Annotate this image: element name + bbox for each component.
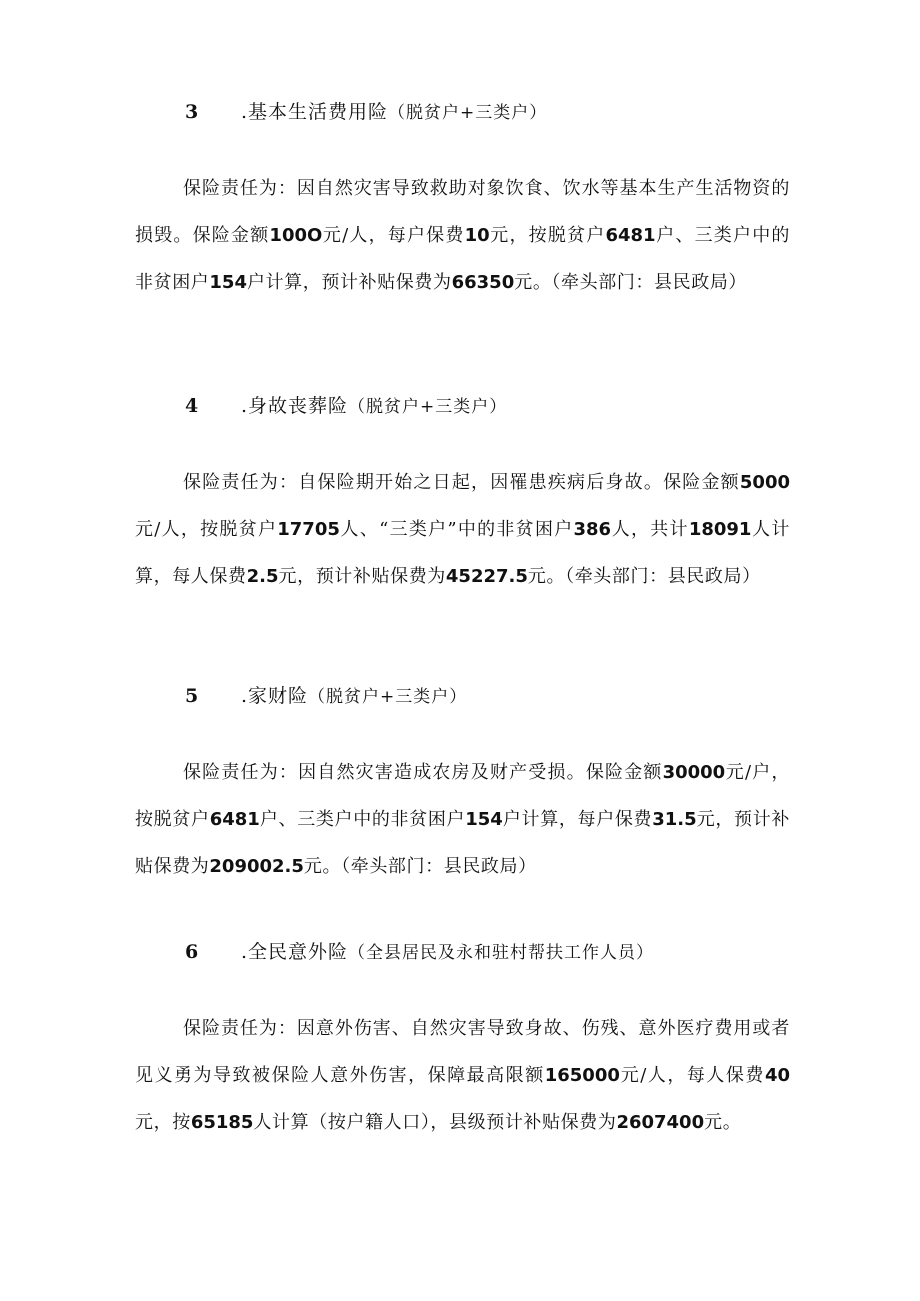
amount-value: 386 <box>573 519 612 540</box>
amount-value: 2607400 <box>616 1112 705 1133</box>
amount-value: 165000 <box>544 1065 620 1086</box>
body-text-run: 元。（牵头部门：县民政局） <box>303 856 537 877</box>
section-subtitle: （脱贫户+三类户） <box>348 397 508 417</box>
amount-value: 5000 <box>739 472 790 493</box>
section-heading <box>135 682 790 711</box>
body-text-run: 人，共计 <box>611 519 689 540</box>
section-number: 6 <box>185 941 200 963</box>
section-number: 4 <box>185 395 200 417</box>
section-body <box>135 1005 790 1146</box>
amount-value: 45227.5 <box>445 566 528 587</box>
body-text-run: 元，预计补贴保费为 <box>278 566 446 587</box>
amount-value: 17705 <box>277 519 340 540</box>
section-number: 3 <box>185 101 200 123</box>
section-number: 5 <box>185 685 200 707</box>
section-heading <box>135 392 790 421</box>
section-body <box>135 165 790 306</box>
amount-value: 40 <box>764 1065 790 1086</box>
section-title: .家财险 <box>241 685 309 707</box>
section-subtitle: （全县居民及永和驻村帮扶工作人员） <box>348 943 655 963</box>
amount-value: 31.5 <box>652 809 697 830</box>
section-heading <box>135 938 790 967</box>
amount-value: 209002.5 <box>209 856 304 877</box>
section-body <box>135 459 790 600</box>
amount-value: 30000 <box>662 762 726 783</box>
section-body <box>135 749 790 890</box>
body-text-run: 元。（牵头部门：县民政局） <box>514 272 748 293</box>
body-text-run: 人计算，每人保费 <box>135 519 790 587</box>
body-text-run: 人、“三类户”中的非贫困户 <box>339 519 574 540</box>
section-subtitle: （脱贫户+三类户） <box>388 103 548 123</box>
body-text-run: 元，按脱贫户 <box>489 225 606 246</box>
body-text-run: 保险责任为：因意外伤害、自然灾害导致身故、伤残、意外医疗费用或者见义勇为导致被保险人意外伤害，保障最高限额 <box>135 1018 790 1086</box>
body-text-run: 元，预计补贴保费为 <box>135 809 790 877</box>
amount-value: 66350 <box>451 272 515 293</box>
amount-value: 10 <box>464 225 490 246</box>
section-title: .基本生活费用险 <box>241 101 389 123</box>
body-text-run: 保险责任为：因自然灾害导致救助对象饮食、饮水等基本生产生活物资的损毁。保险金额 <box>135 178 790 246</box>
amount-value: 18091 <box>688 519 752 540</box>
body-text-run: 元/人，每户保费 <box>322 225 465 246</box>
body-text-run: 户计算，每户保费 <box>502 809 653 830</box>
section-4 <box>135 392 790 600</box>
amount-value: 6481 <box>605 225 656 246</box>
section-title: .全民意外险 <box>241 941 349 963</box>
body-text-run: 户、三类户中的非贫困户 <box>135 225 791 293</box>
amount-value: 65185 <box>190 1112 254 1133</box>
body-text-run: 人计算（按户籍人口），县级预计补贴保费为 <box>253 1112 617 1133</box>
body-text-run: 元。（牵头部门：县民政局） <box>527 566 761 587</box>
amount-value: 154 <box>209 272 247 293</box>
section-6 <box>135 938 790 1146</box>
body-text-run: 元/人，按脱贫户 <box>135 519 278 540</box>
section-subtitle: （脱贫户+三类户） <box>308 687 468 707</box>
body-text-run: 元，按 <box>135 1112 191 1133</box>
body-text-run: 元。 <box>704 1112 742 1133</box>
body-text-run: 保险责任为：自保险期开始之日起，因罹患疾病后身故。保险金额 <box>183 472 740 493</box>
section-5 <box>135 682 790 890</box>
section-3 <box>135 98 790 306</box>
amount-value: 6481 <box>209 809 260 830</box>
body-text-run: 户、三类户中的非贫困户 <box>259 809 466 830</box>
body-text-run: 户计算，预计补贴保费为 <box>246 272 452 293</box>
amount-value: 100O <box>269 225 323 246</box>
body-text-run: 元/人，每人保费 <box>619 1065 765 1086</box>
amount-value: 154 <box>465 809 503 830</box>
body-text-run: 元/户，按脱贫户 <box>135 762 790 830</box>
body-text-run: 保险责任为：因自然灾害造成农房及财产受损。保险金额 <box>183 762 663 783</box>
amount-value: 2.5 <box>246 566 279 587</box>
section-title: .身故丧葬险 <box>241 395 349 417</box>
section-heading <box>135 98 790 127</box>
